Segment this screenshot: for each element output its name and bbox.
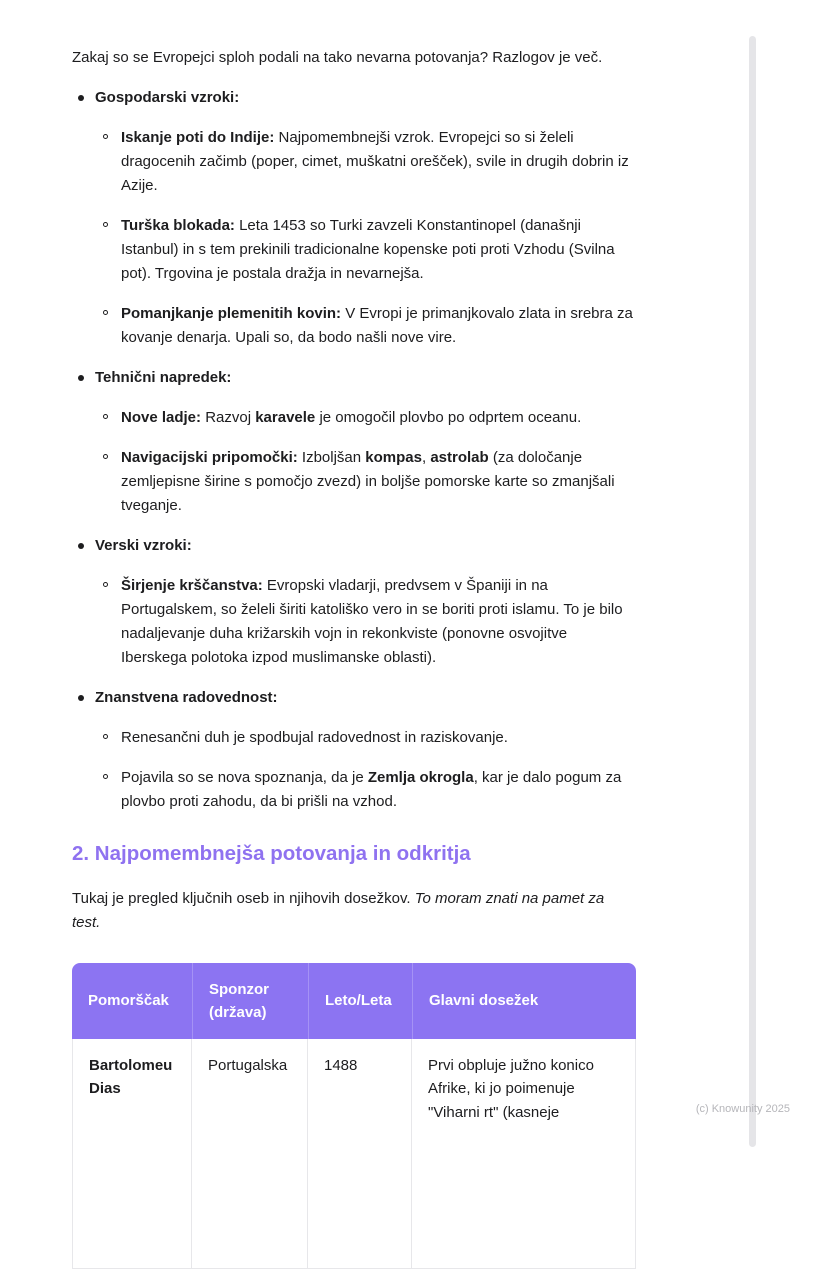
intro-paragraph: Zakaj so se Evropejci sploh podali na tako nevarna potovanja? Razlogov je več. <box>72 49 603 66</box>
bullet-icon <box>78 375 84 381</box>
table-header <box>72 963 636 1040</box>
reason-item <box>95 766 636 814</box>
reason-text: Širjenje krščanstva: Evropski vladarji, predvsem v Španiji in na Portugalskem, so želeli širiti katoliško vero in se boriti proti islamu. To je bilo nadaljevanje duha križarskih vojn in rekonkviste (ponovne osvojitve Iberskega polotoka izpod muslimanske oblasti). <box>121 577 623 666</box>
circle-bullet-icon <box>103 734 108 739</box>
bullet-icon <box>78 95 84 101</box>
table-cell-sponsor: Portugalska <box>192 1039 308 1269</box>
section-heading: 2. Najpomembnejša potovanja in odkritja <box>72 842 471 865</box>
reason-text: Pomanjkanje plemenitih kovin: V Evropi je primanjkovalo zlata in srebra za kovanje denarja. Upali so, da bodo našli nove vire. <box>121 305 633 346</box>
reason-item <box>95 302 636 350</box>
table-cell-achievement: Prvi obpluje južno konico Afrike, ki jo poimenuje "Viharni rt" (kasneje <box>412 1039 636 1269</box>
reason-section-technical <box>72 366 636 518</box>
circle-bullet-icon <box>103 134 108 139</box>
reasons-list <box>72 86 636 814</box>
table-cell-explorer: Bartolomeu Dias <box>72 1039 192 1269</box>
reason-section-economic <box>72 86 636 350</box>
table-header-cell-sponsor: Sponzor (država) <box>192 963 308 1040</box>
circle-bullet-icon <box>103 310 108 315</box>
bullet-icon <box>78 543 84 549</box>
reason-section-scientific <box>72 686 636 814</box>
reason-text: Turška blokada: Leta 1453 so Turki zavzeli Konstantinopel (današnji Istanbul) in s tem prekinili tradicionalne kopenske poti proti Vzhodu (Svilna pot). Trgovina je postala dražja in nevarnejša. <box>121 217 615 282</box>
table-cell-year: 1488 <box>308 1039 412 1269</box>
table-header-cell-explorer: Pomorščak <box>72 963 192 1040</box>
reason-item <box>95 726 636 750</box>
reason-item <box>95 214 636 286</box>
reason-text: Nove ladje: Razvoj karavele je omogočil plovbo po odprtem oceanu. <box>121 409 582 426</box>
sub-list <box>95 726 636 814</box>
watermark: (c) Knowunity 2025 <box>695 1103 790 1116</box>
bullet-icon <box>78 695 84 701</box>
circle-bullet-icon <box>103 222 108 227</box>
explorers-table <box>72 963 636 1269</box>
reason-text: Renesančni duh je spodbujal radovednost in raziskovanje. <box>121 729 508 746</box>
reason-item <box>95 406 636 430</box>
lead-paragraph: Tukaj je pregled ključnih oseb in njihovih dosežkov. To moram znati na pamet za test. <box>72 889 605 931</box>
section-label: Verski vzroki: <box>95 537 192 554</box>
reason-text: Pojavila so se nova spoznanja, da je Zemlja okrogla, kar je dalo pogum za plovbo proti zahodu, da bi prišli na vzhod. <box>121 769 622 810</box>
circle-bullet-icon <box>103 774 108 779</box>
reason-text: Iskanje poti do Indije: Najpomembnejši vzrok. Evropejci so si želeli dragocenih začimb (poper, cimet, muškatni orešček), svile in drugih dobrin iz Azije. <box>121 129 629 194</box>
circle-bullet-icon <box>103 582 108 587</box>
sub-list <box>95 574 636 670</box>
reason-item <box>95 126 636 198</box>
reason-item <box>95 446 636 518</box>
section-label: Gospodarski vzroki: <box>95 89 240 106</box>
table-header-cell-year: Leto/Leta <box>308 963 412 1040</box>
circle-bullet-icon <box>103 414 108 419</box>
section-label: Znanstvena radovednost: <box>95 689 278 706</box>
table-header-cell-achievement: Glavni dosežek <box>412 963 636 1040</box>
reason-text: Navigacijski pripomočki: Izboljšan kompas, astrolab (za določanje zemljepisne širine s pomočjo zvezd) in boljše pomorske karte so zmanjšali tveganje. <box>121 449 615 514</box>
circle-bullet-icon <box>103 454 108 459</box>
table-row <box>72 1039 636 1269</box>
document-content <box>72 46 636 1269</box>
section-label: Tehnični napredek: <box>95 369 232 386</box>
scrollbar[interactable] <box>749 36 756 1147</box>
sub-list <box>95 126 636 350</box>
reason-section-religious <box>72 534 636 670</box>
sub-list <box>95 406 636 518</box>
reason-item <box>95 574 636 670</box>
